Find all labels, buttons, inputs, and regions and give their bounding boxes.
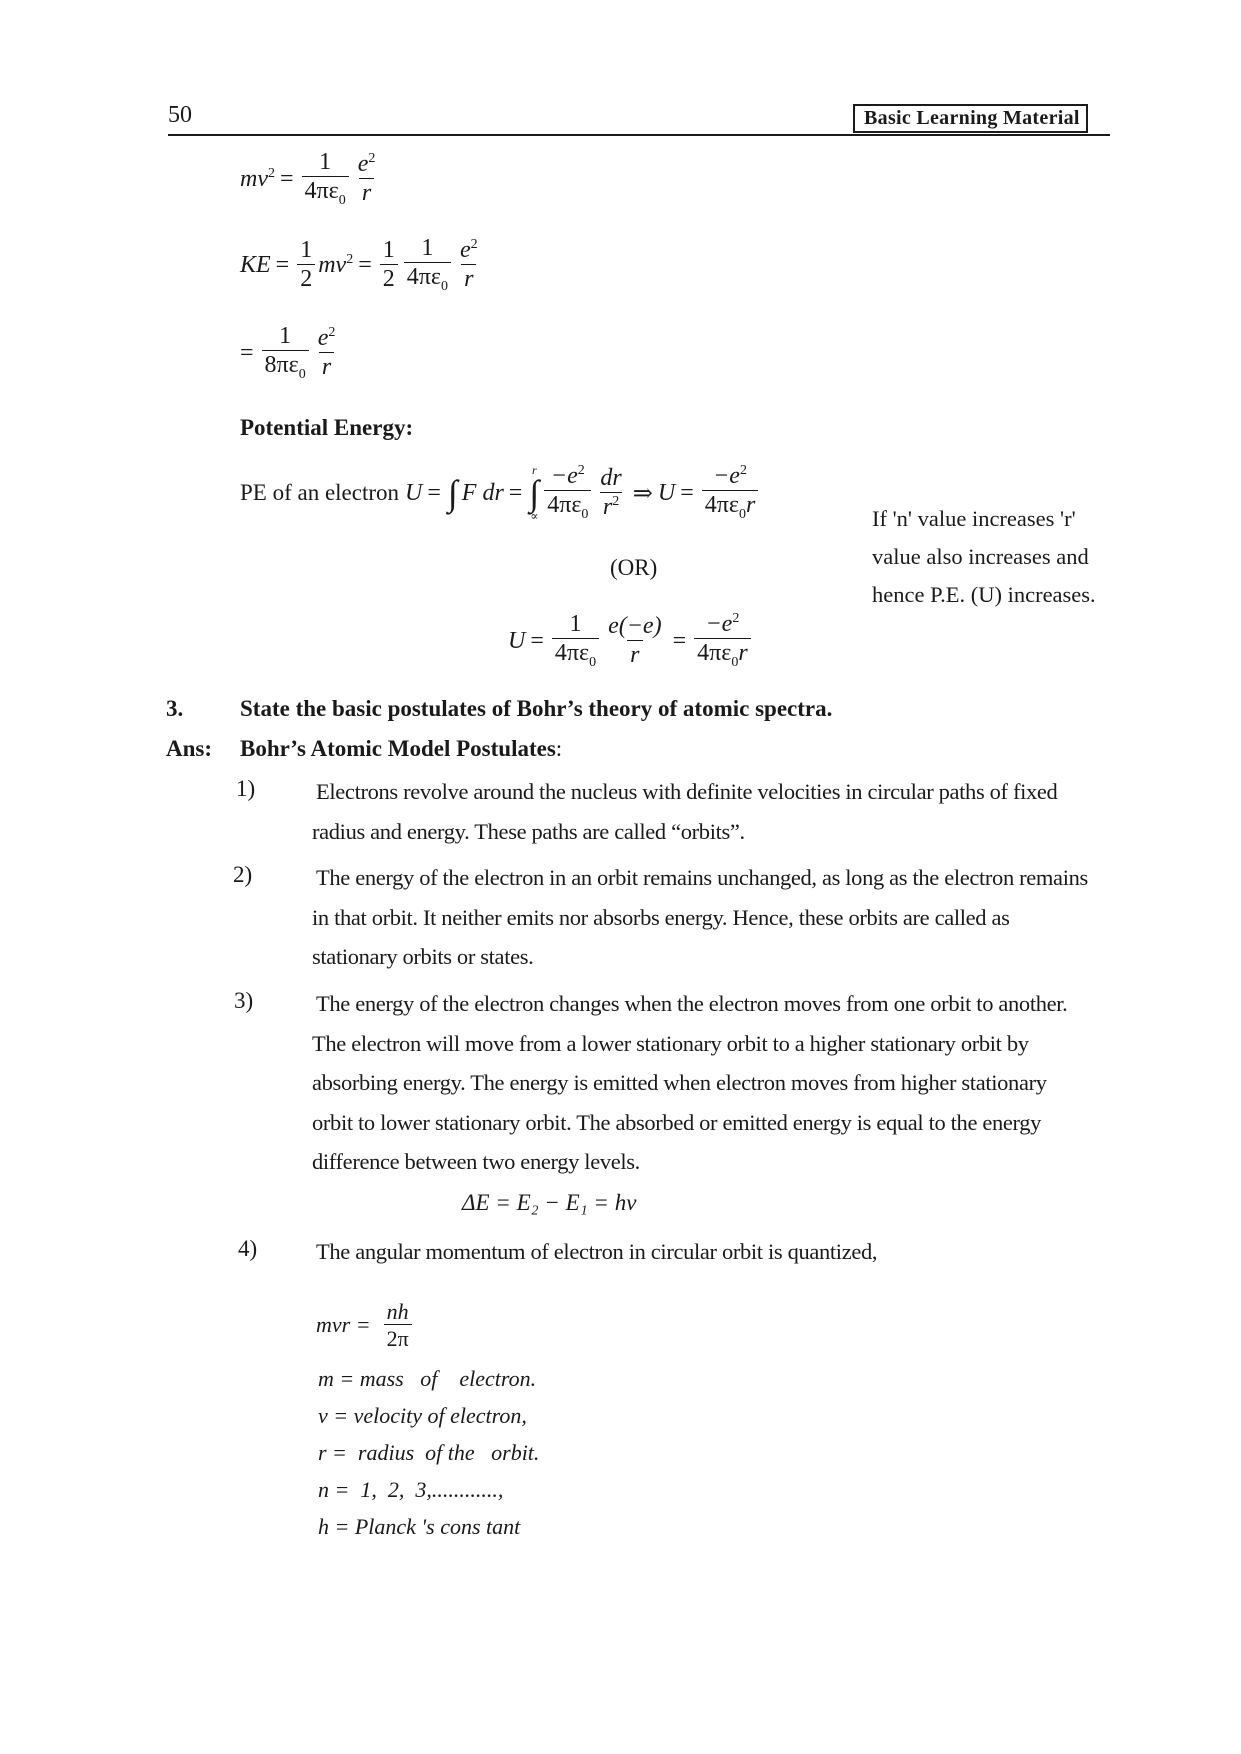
question-text: State the basic postulates of Bohr’s theory of atomic spectra. [240, 696, 833, 721]
variable-definitions [318, 1360, 539, 1545]
variable-m: m = mass of electron. [318, 1366, 537, 1391]
equation-potential-energy-alt: U = $\frac{1}{4\pi\varepsilon_0}$ $\frac{e(-e)}{r}$ = $\frac{-e^2}{4\pi\varepsilon_0r}$ [508, 612, 754, 671]
postulate-text: The energy of the electron changes when the electron moves from one orbit to another. The electron will move from a lower stationary orbit to a higher stationary orbit by absorbing energy. The energy is emitted when electron moves from higher stationary orbit to lower stationary orbit. The absorbed or emitted energy is equal to the energy difference between two energy levels. [312, 991, 1068, 1174]
postulate-text: Electrons revolve around the nucleus with definite velocities in circular paths of fixed radius and energy. These paths are called “orbits”. [312, 779, 1058, 844]
header-rule [168, 134, 1110, 136]
postulate-number: 3) [234, 988, 254, 1013]
variable-n: n = 1, 2, 3,............, [318, 1477, 504, 1502]
postulate-text: The energy of the electron in an orbit remains unchanged, as long as the electron remains in that orbit. It neither emits nor absorbs energy. Hence, these orbits are called as stationary orbits or states. [312, 865, 1088, 969]
postulate-number: 4) [238, 1236, 258, 1261]
answer-label: Ans: [166, 736, 213, 761]
equation-angular-momentum: mvr = $\frac{nh}{2\pi}$ [316, 1300, 415, 1350]
variable-v: v = velocity of electron, [318, 1403, 527, 1428]
equation-kinetic-energy: KE = $\frac{1}{2}$ $mv^2$ = $\frac{1}{2}$ 1 $4\pi\varepsilon_0$ $e^2$ r [240, 235, 478, 294]
equation-kinetic-energy-result: = $\frac{1}{8\pi\varepsilon_0}$ $e^2$ r [240, 323, 336, 382]
page-number: 50 [168, 102, 192, 128]
side-note: If 'n' value increases 'r' value also increases and hence P.E. (U) increases. [872, 506, 1096, 607]
potential-energy-heading: Potential Energy: [240, 415, 414, 440]
book-title: Basic Learning Material [853, 104, 1088, 133]
equation-energy-difference: ΔE = E₂ − E₁ = hv [462, 1190, 637, 1215]
postulate-number: 2) [233, 862, 253, 887]
question-number: 3. [166, 696, 184, 721]
equation-potential-energy: PE of an electron U = ∫ F dr = r ∫ ∝ $-e^2$ $4\pi\varepsilon_0$ dr $r^2$ ⇒ U = $\frac{-e^2}{4\pi\varepsilon_0r}$ [240, 464, 761, 523]
or-label: (OR) [610, 555, 658, 580]
answer-heading: Bohr’s Atomic Model Postulates: [240, 736, 563, 761]
postulate-text: The angular momentum of electron in circular orbit is quantized, [316, 1239, 878, 1264]
postulate-number: 1) [236, 776, 256, 801]
pe-label: PE of an electron [240, 480, 400, 506]
equation-centripetal: $mv^2$ = $\frac{1}{4\pi\varepsilon_0}$ $e^2$ r [240, 149, 376, 208]
variable-h: h = Planck 's cons tant [318, 1514, 521, 1539]
variable-r: r = radius of the orbit. [318, 1440, 540, 1465]
